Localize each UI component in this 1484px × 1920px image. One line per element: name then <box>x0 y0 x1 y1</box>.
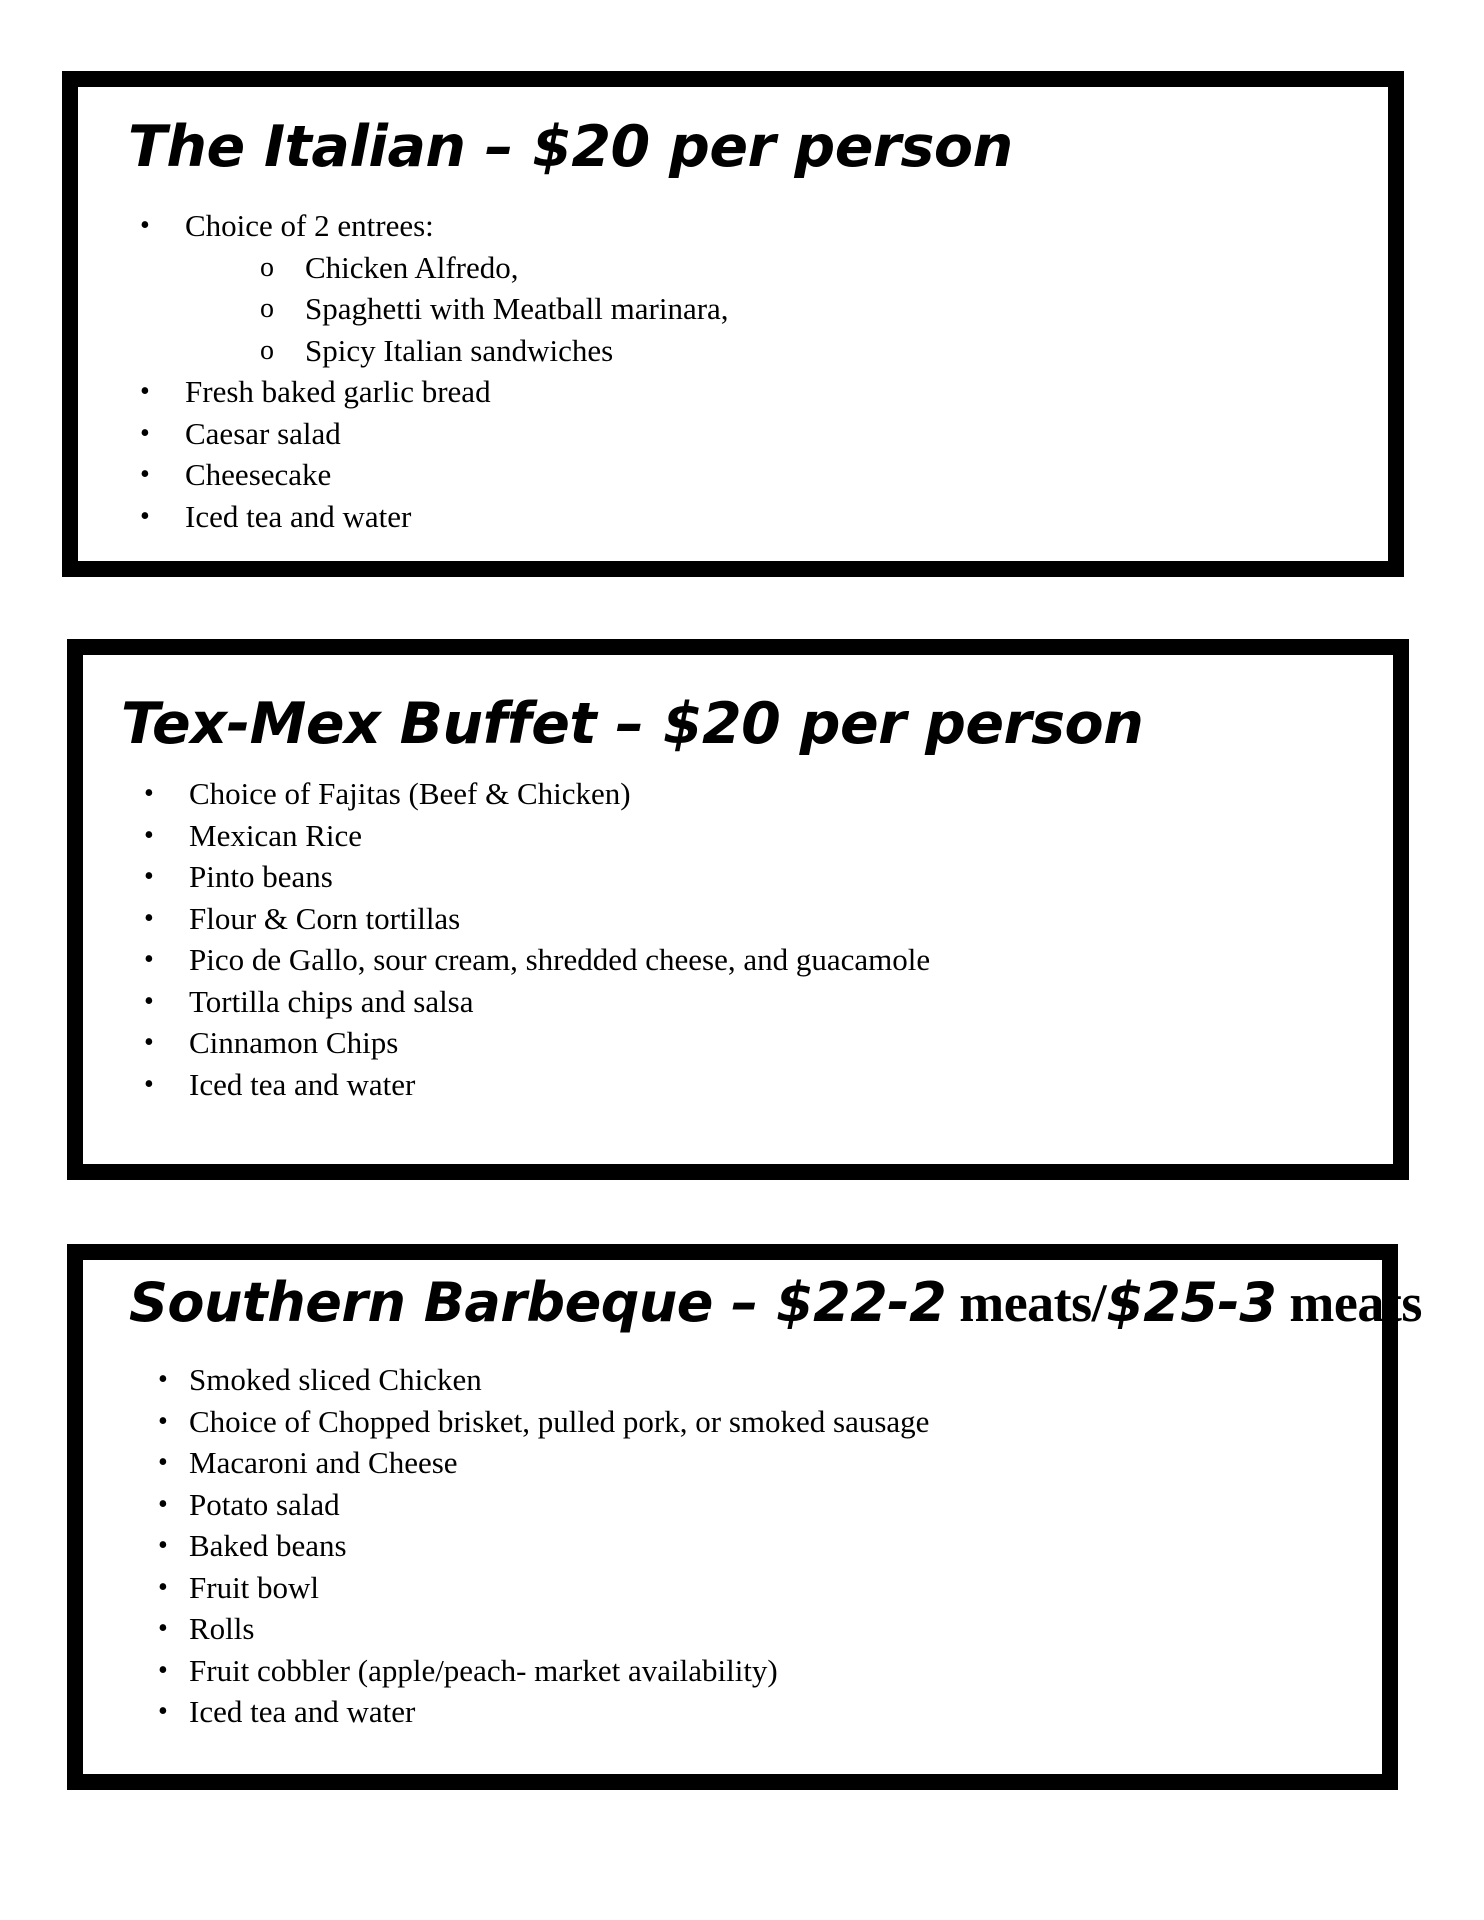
bullet-icon: • <box>144 902 154 934</box>
list-item-text: Chicken Alfredo, <box>305 249 519 285</box>
bullet-icon: • <box>140 500 150 532</box>
list-item <box>156 1359 929 1401</box>
menu-title-bbq-part3: $25-3 <box>1106 1271 1277 1334</box>
list-item-text: Baked beans <box>189 1528 347 1563</box>
list-item <box>138 496 729 538</box>
list-item <box>138 205 729 371</box>
list-item <box>138 454 729 496</box>
bullet-icon: • <box>140 417 150 449</box>
list-item-text: Tortilla chips and salsa <box>189 983 474 1019</box>
circle-bullet-icon: o <box>260 293 274 324</box>
menu-title-bbq-part4: meats <box>1276 1273 1422 1333</box>
list-item <box>156 1484 929 1526</box>
list-item-text: Choice of Fajitas (Beef & Chicken) <box>189 776 631 811</box>
bullet-icon: • <box>158 1447 168 1478</box>
list-item <box>258 288 729 330</box>
bullet-icon: • <box>144 861 154 892</box>
bullet-icon: • <box>140 210 150 241</box>
list-item <box>142 981 930 1023</box>
list-item-text: Rolls <box>189 1611 255 1646</box>
list-item-text: Smoked sliced Chicken <box>189 1362 482 1397</box>
menu-box-bbq <box>67 1244 1422 1790</box>
bullet-icon: • <box>158 1613 168 1644</box>
bullet-icon: • <box>140 376 150 407</box>
bullet-icon: • <box>158 1654 168 1686</box>
menu-box-texmex <box>67 639 1409 1180</box>
circle-bullet-icon: o <box>260 334 274 366</box>
list-item-text: Spaghetti with Meatball marinara, <box>305 291 729 326</box>
bullet-icon: • <box>140 459 150 490</box>
bullet-icon: • <box>144 985 154 1017</box>
menu-list-bbq <box>156 1359 929 1733</box>
list-item <box>156 1442 929 1484</box>
list-item <box>142 898 930 940</box>
list-item <box>258 330 729 372</box>
list-item-text: Choice of 2 entrees: <box>185 208 434 243</box>
list-item-text: Mexican Rice <box>189 817 363 853</box>
list-item-text: Pinto beans <box>189 859 333 894</box>
list-item-text: Iced tea and water <box>185 498 412 534</box>
list-item-text: Fruit cobbler (apple/peach- market availability) <box>189 1652 778 1688</box>
list-item <box>142 856 930 898</box>
list-item <box>156 1401 929 1443</box>
list-item <box>156 1525 929 1567</box>
circle-bullet-icon: o <box>260 251 274 283</box>
bullet-icon: • <box>158 1571 168 1603</box>
list-item <box>156 1608 929 1650</box>
list-item <box>156 1691 929 1733</box>
list-item <box>142 1064 930 1106</box>
bullet-icon: • <box>144 1027 154 1058</box>
list-item <box>138 371 729 413</box>
list-item-text: Iced tea and water <box>189 1066 416 1102</box>
list-item-text: Cheesecake <box>185 457 332 492</box>
menu-list-italian <box>138 205 729 537</box>
bullet-icon: • <box>158 1488 168 1520</box>
list-item <box>138 413 729 455</box>
list-item-text: Cinnamon Chips <box>189 1025 399 1060</box>
list-item <box>142 773 930 815</box>
entree-options-list <box>185 247 729 372</box>
list-item <box>156 1650 929 1692</box>
list-item-text: Potato salad <box>189 1486 340 1522</box>
list-item-text: Fresh baked garlic bread <box>185 374 491 409</box>
bullet-icon: • <box>144 778 154 809</box>
menu-title-italian: The Italian – $20 per person <box>128 114 1013 180</box>
bullet-icon: • <box>144 819 154 851</box>
bullet-icon: • <box>144 1068 154 1100</box>
bullet-icon: • <box>158 1405 168 1437</box>
list-item <box>142 815 930 857</box>
bullet-icon: • <box>144 944 154 975</box>
menu-box-italian <box>62 71 1404 577</box>
list-item-text: Flour & Corn tortillas <box>189 900 461 936</box>
list-item-text: Iced tea and water <box>189 1694 416 1729</box>
menu-title-bbq-part2: meats/ <box>946 1273 1107 1333</box>
list-item-text: Fruit bowl <box>189 1569 320 1605</box>
list-item-text: Pico de Gallo, sour cream, shredded cheese, and guacamole <box>189 942 931 977</box>
bullet-icon: • <box>158 1364 168 1395</box>
bullet-icon: • <box>158 1696 168 1727</box>
list-item-text: Caesar salad <box>185 415 341 451</box>
menu-title-texmex: Tex-Mex Buffet – $20 per person <box>121 691 1144 757</box>
menu-list-texmex <box>142 773 930 1105</box>
menu-title-bbq-part1: Southern Barbeque – $22-2 <box>129 1271 947 1334</box>
list-item <box>142 939 930 981</box>
menu-title-bbq <box>129 1271 1422 1336</box>
list-item <box>142 1022 930 1064</box>
list-item-text: Choice of Chopped brisket, pulled pork, or smoked sausage <box>189 1403 930 1439</box>
list-item-text: Macaroni and Cheese <box>189 1445 458 1480</box>
list-item <box>258 247 729 289</box>
list-item-text: Spicy Italian sandwiches <box>305 332 614 368</box>
bullet-icon: • <box>158 1530 168 1561</box>
list-item <box>156 1567 929 1609</box>
